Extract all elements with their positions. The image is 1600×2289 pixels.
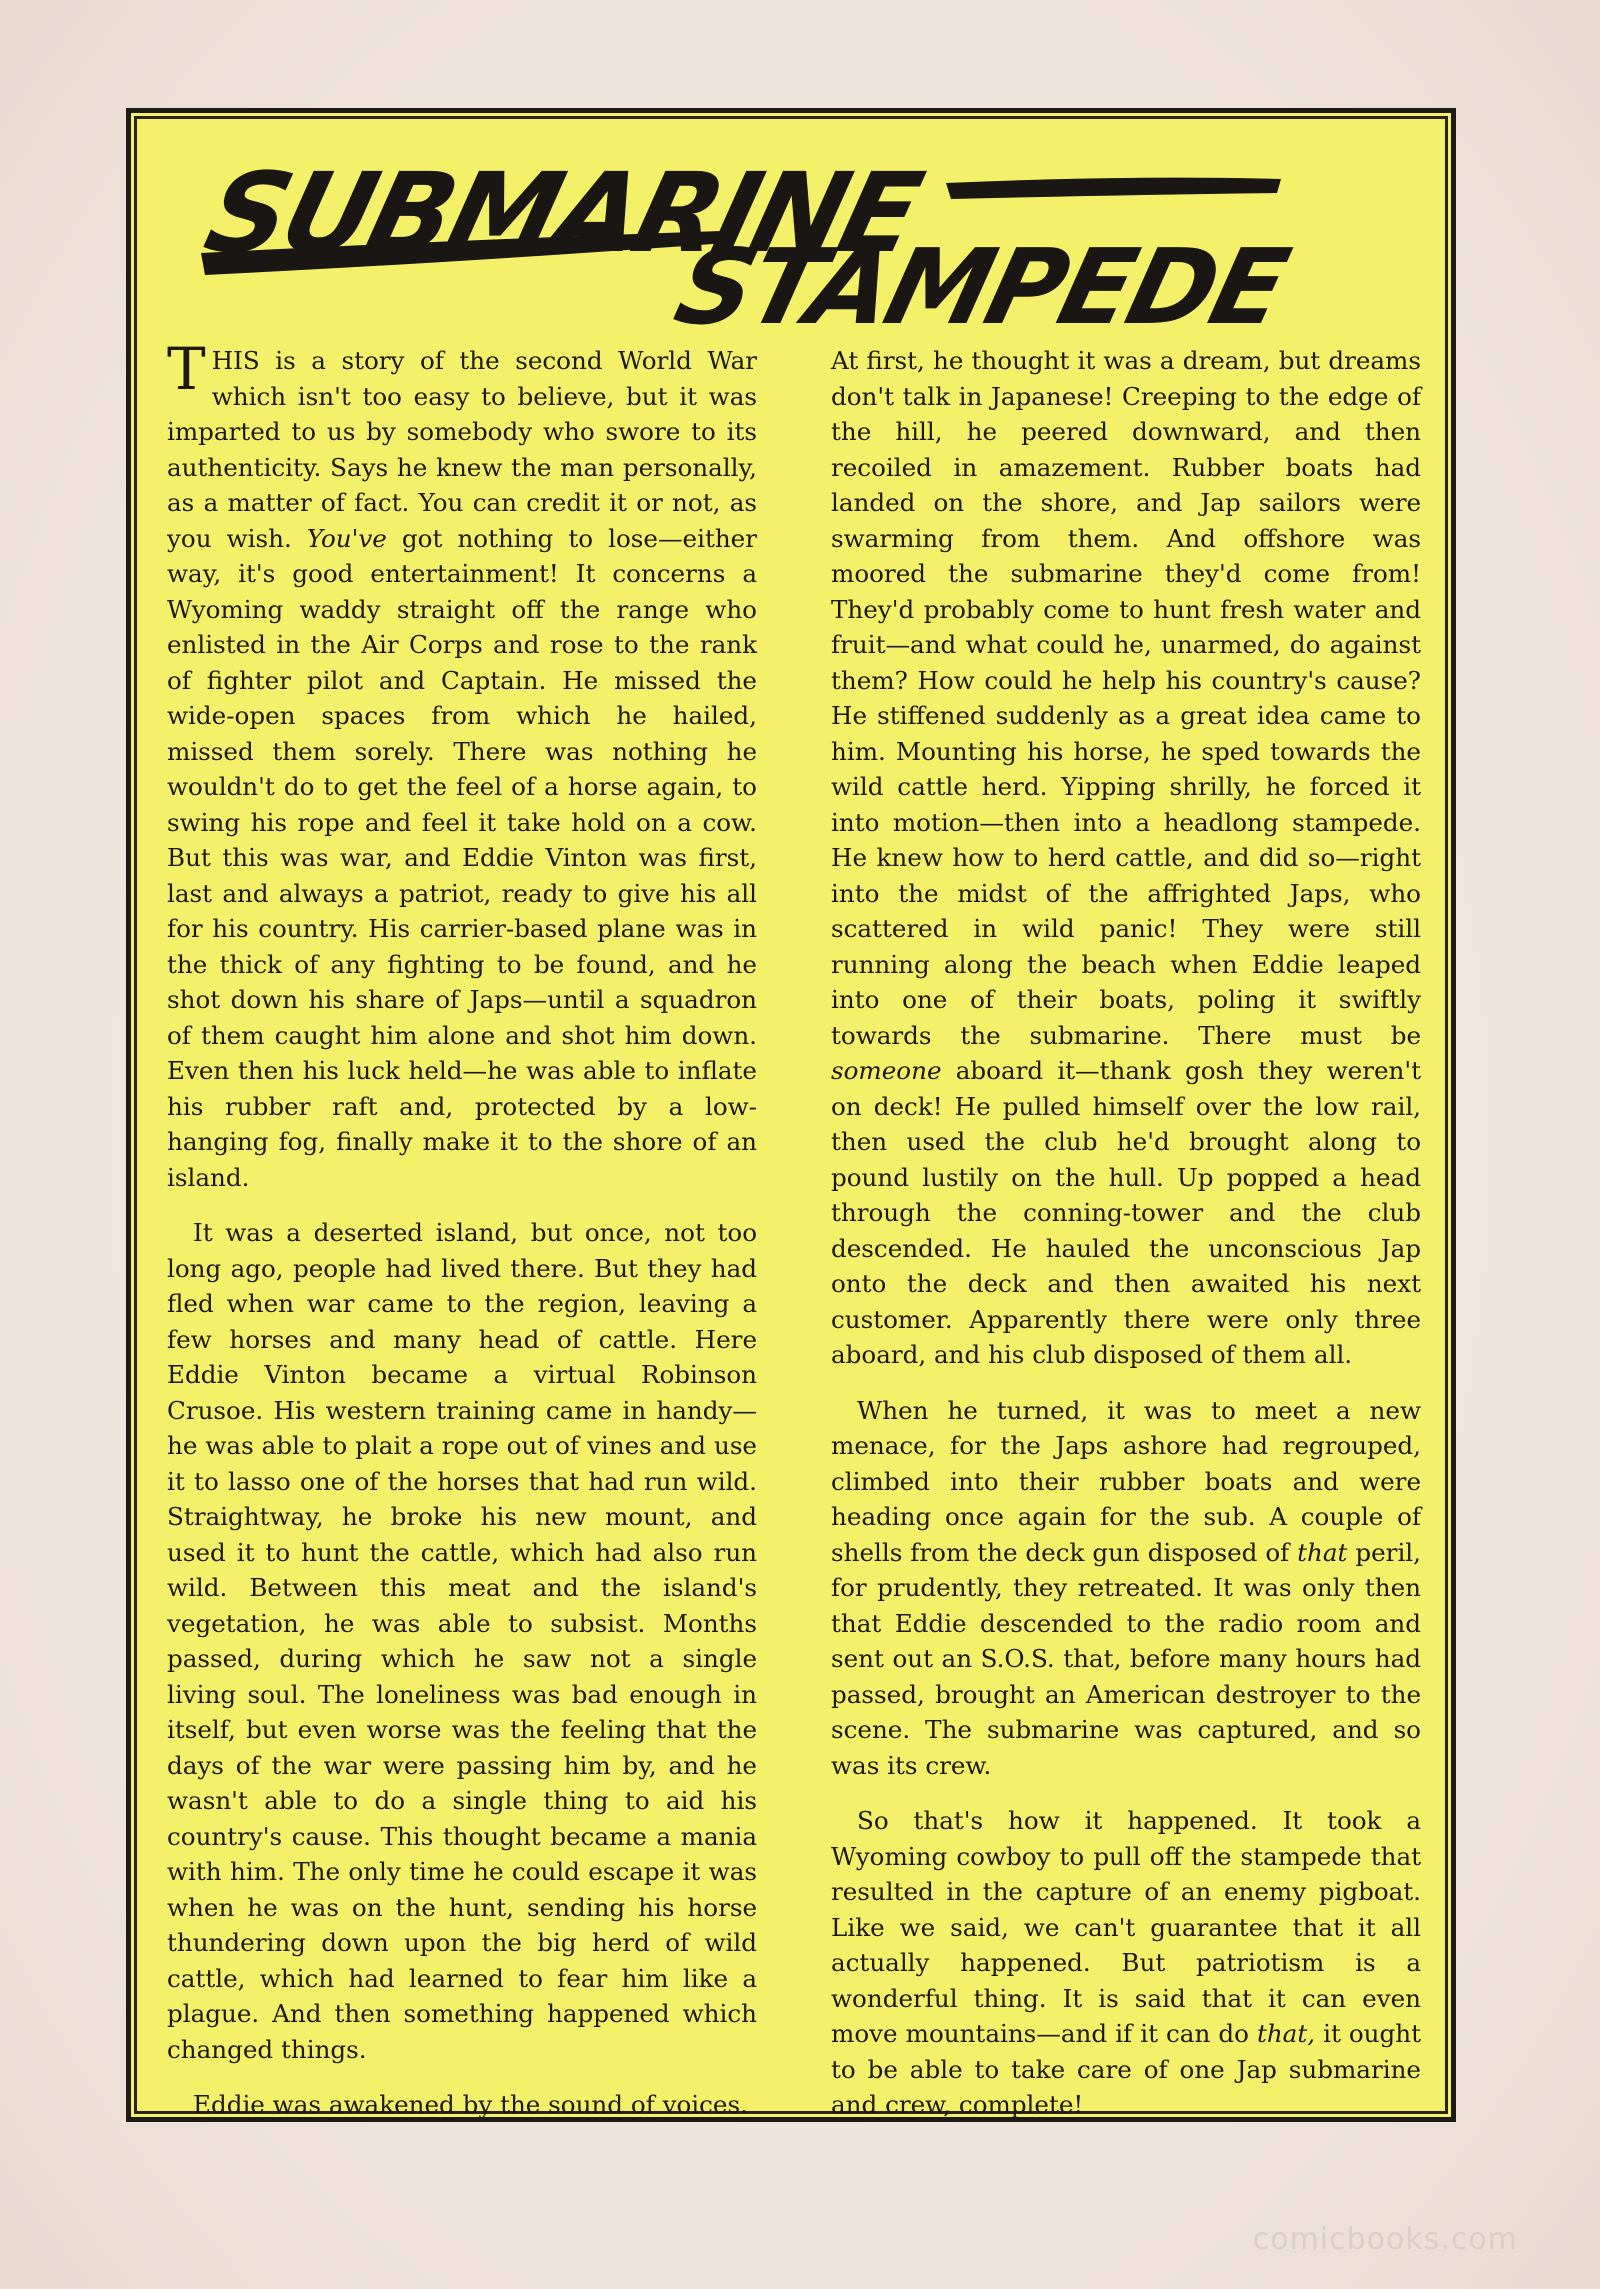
right-column xyxy=(831,343,1421,2143)
drop-cap: T xyxy=(167,335,206,403)
title-line2: STAMPEDE xyxy=(664,226,1298,348)
text-run: peril, for prudently, they retreated. It was only then that Eddie descended to the radio room and sent out an S.O.S. that, before many hours had passed, brought an American destroyer to the scene. The submarine was captured, and so was its crew. xyxy=(831,1537,1421,1780)
text-run: got nothing to lose—either way, it's good entertainment! It concerns a Wyoming waddy straight off the range who enlisted in the Air Corps and rose to the rank of fighter pilot and Captain. He missed the wide-open spaces from which he hailed, missed them sorely. There was nothing he wouldn't do to get the feel of a horse again, to swing his rope and feel it take hold on a cow. But this was war, and Eddie Vinton was first, last and always a patriot, ready to give his all for his country. His carrier-based plane was in the thick of any fighting to be found, and he shot down his share of Japs—until a squadron of them caught him alone and shot him down. Even then his luck held—he was able to inflate his rubber raft and, protected by a low-hanging fog, finally make it to the shore of an island. xyxy=(167,523,757,1192)
text-run: it ought to be able to take care of one Jap submarine and crew, complete! xyxy=(831,2019,1421,2119)
paragraph xyxy=(831,1803,1421,2123)
paragraph: Eddie was awakened by the sound of voices. xyxy=(193,2090,748,2119)
emphasis: that xyxy=(1297,1537,1348,1567)
emphasis: You've xyxy=(306,523,387,553)
text-run: At first, he thought it was a dream, but dreams don't talk in Japanese! Creeping to the edge of the hill, he peered downward, and then recoiled in amazement. Rubber boats had landed on the shore, and Jap sailors were swarming from them. And offshore was moored the submarine they'd come from! They'd probably come to hunt fresh water and fruit—and what could he, unarmed, do against them? How could he help his country's cause? He stiffened suddenly as a great idea came to him. Mounting his horse, he sped towards the wild cattle herd. Yipping shrilly, he forced it into motion—then into a headlong stampede. He knew how to herd cattle, and did so—right into the midst of the affrighted Japs, who scattered in wild panic! They were still running along the beach when Eddie leaped into one of their boats, poling it swiftly towards the submarine. There must be xyxy=(831,346,1421,1050)
paragraph xyxy=(831,343,1421,1373)
story-title xyxy=(131,113,1451,363)
paragraph: It was a deserted island, but once, not too long ago, people had lived there. But they had fled when war came to the region, leaving a few horses and many head of cattle. Here Eddie Vinton became a virtual Robinson Crusoe. His western training came in handy—he was able to plait a rope out of vines and use it to lasso one of the horses that had run wild. Straightway, he broke his new mount, and used it to hunt the cattle, which had also run wild. Between this meat and the island's vegetation, he was able to subsist. Months passed, during which he saw not a single living soul. The loneliness was bad enough in itself, but even worse was the feeling that the days of the war were passing him by, and he wasn't able to do a single thing to aid his country's cause. This thought became a mania with him. The only time he could escape it was when he was on the hunt, sending his horse thundering down upon the big herd of wild cattle, which had learned to fear him like a plague. And then something happened which changed things. xyxy=(167,1218,757,2064)
watermark: comicbooks.com xyxy=(1252,2222,1518,2257)
emphasis: that, xyxy=(1256,2019,1316,2048)
text-run: When he turned, it was to meet a new menace, for the Japs ashore had regrouped, climbed into their rubber boats and were heading once again for the sub. A couple of shells from the deck gun disposed of xyxy=(831,1395,1421,1567)
text-run: HIS is a story of the second World War which isn't too easy to believe, but it was imparted to us by somebody who swore to its authenticity. Says he knew the man personally, as a matter of fact. You can credit it or not, as you wish. xyxy=(167,346,757,553)
emphasis: someone xyxy=(831,1056,942,1085)
title-line1: SUBMARINE xyxy=(193,149,930,278)
text-run: aboard it—thank gosh they weren't on deck! He pulled himself over the low rail, then used the club he'd brought along to pound lustily on the hull. Up popped a head through the conning-tower and the club descended. He hauled the unconscious Jap onto the deck and then awaited his next customer. Apparently there were only three aboard, and his club disposed of them all. xyxy=(831,1056,1421,1369)
story-panel xyxy=(126,108,1456,2122)
left-column xyxy=(167,335,757,2143)
title-swash-right xyxy=(946,178,1281,199)
paragraph xyxy=(831,1393,1421,1784)
title-art xyxy=(131,113,1451,363)
paragraph xyxy=(167,335,757,1195)
text-run: So that's how it happened. It took a Wyoming cowboy to pull off the stampede that resulted in the capture of an enemy pigboat. Like we said, we can't guarantee that it all actually happened. But patriotism is a wonderful thing. It is said that it can even move mountains—and if it can do xyxy=(831,1806,1421,2048)
